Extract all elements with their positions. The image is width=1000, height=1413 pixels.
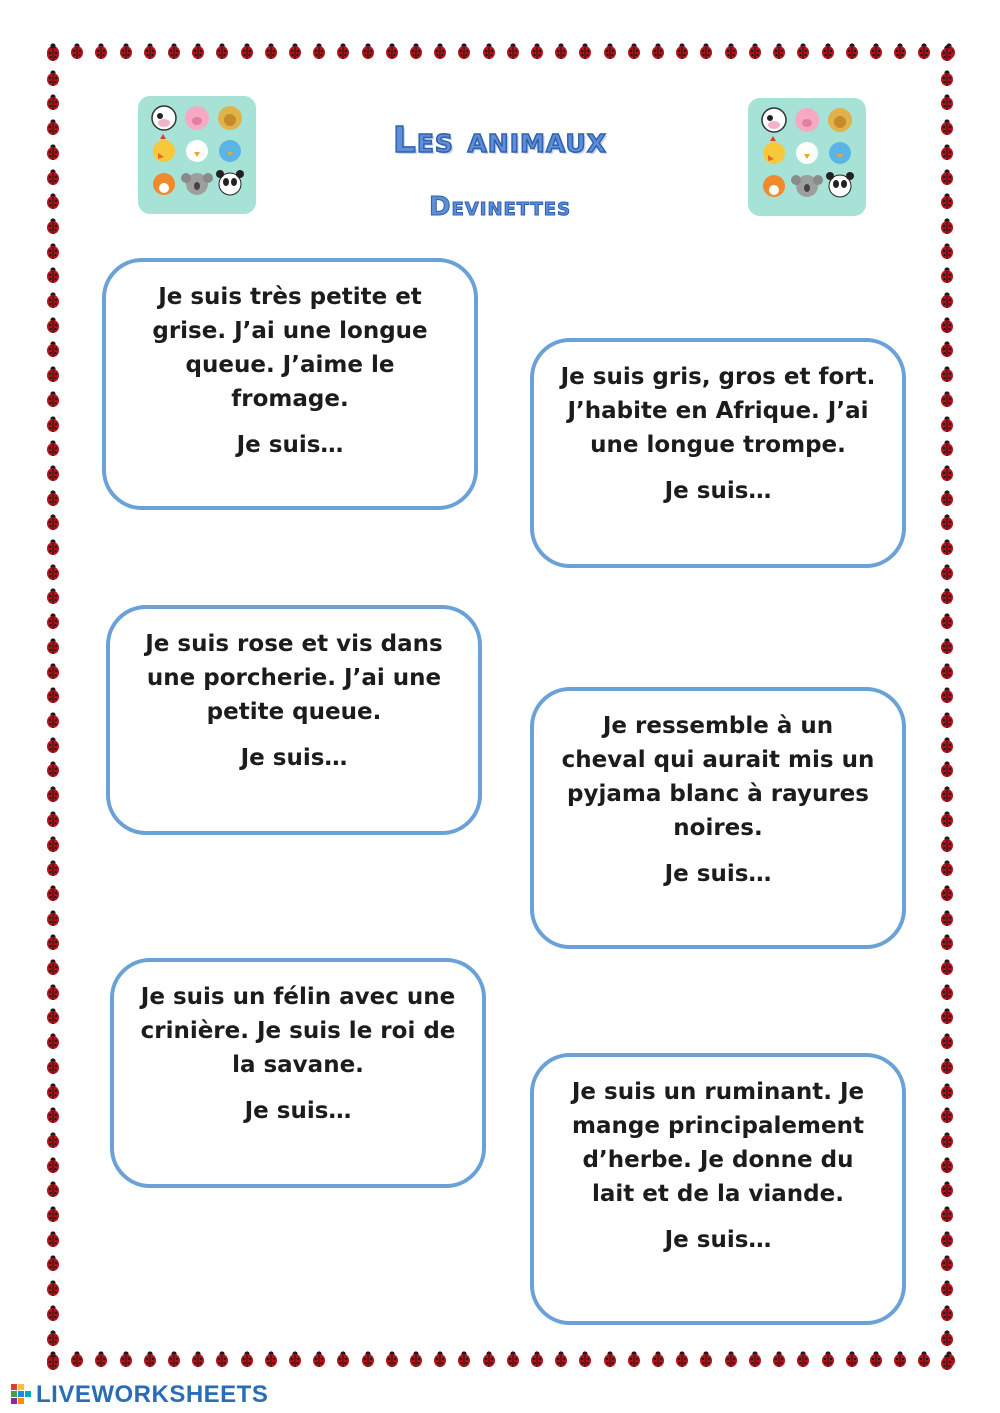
ladybug-icon xyxy=(938,637,956,655)
ladybug-icon xyxy=(334,42,352,60)
answer-prompt: Je suis… xyxy=(664,1227,772,1253)
ladybug-icon xyxy=(44,563,62,581)
ladybug-icon xyxy=(44,118,62,136)
riddle-card xyxy=(106,605,482,835)
ladybug-icon xyxy=(938,909,956,927)
left-ladybug-border xyxy=(44,44,64,1372)
ladybug-icon xyxy=(44,1304,62,1322)
ladybug-icon xyxy=(68,42,86,60)
ladybug-icon xyxy=(44,859,62,877)
ladybug-icon xyxy=(44,785,62,803)
answer-prompt: Je suis… xyxy=(236,432,344,458)
ladybug-icon xyxy=(867,42,885,60)
ladybug-icon xyxy=(310,1350,328,1368)
ladybug-icon xyxy=(44,316,62,334)
ladybug-icon xyxy=(44,1353,62,1371)
page-subtitle: Devinettes xyxy=(428,192,572,222)
ladybug-icon xyxy=(938,1032,956,1050)
ladybug-icon xyxy=(938,340,956,358)
ladybug-icon xyxy=(44,242,62,260)
ladybug-icon xyxy=(843,1350,861,1368)
ladybug-icon xyxy=(44,612,62,630)
ladybug-icon xyxy=(44,1329,62,1347)
ladybug-icon xyxy=(44,538,62,556)
page-title: Les animaux xyxy=(392,120,608,161)
ladybug-icon xyxy=(938,217,956,235)
ladybug-icon xyxy=(938,1106,956,1124)
liveworksheets-footer[interactable] xyxy=(10,1380,268,1410)
ladybug-icon xyxy=(697,1350,715,1368)
ladybug-icon xyxy=(938,933,956,951)
ladybug-icon xyxy=(938,316,956,334)
ladybug-icon xyxy=(891,42,909,60)
riddle-text: Je suis rose et vis dans une porcherie. J’ai une petite queue. xyxy=(145,631,443,725)
ladybug-icon xyxy=(938,1057,956,1075)
ladybug-icon xyxy=(938,93,956,111)
ladybug-icon xyxy=(44,93,62,111)
bottom-ladybug-border xyxy=(44,1350,958,1370)
ladybug-icon xyxy=(938,1131,956,1149)
ladybug-icon xyxy=(44,192,62,210)
ladybug-icon xyxy=(938,686,956,704)
riddle-text: Je suis un ruminant. Je mange principalement d’herbe. Je donne du lait et de la viande. xyxy=(571,1079,865,1207)
ladybug-icon xyxy=(44,736,62,754)
riddle-text: Je suis gris, gros et fort. J’habite en Afrique. J’ai une longue trompe. xyxy=(560,364,876,458)
ladybug-icon xyxy=(44,835,62,853)
ladybug-icon xyxy=(528,42,546,60)
ladybug-icon xyxy=(383,42,401,60)
ladybug-icon xyxy=(938,662,956,680)
answer-prompt: Je suis… xyxy=(664,861,772,887)
ladybug-icon xyxy=(44,662,62,680)
liveworksheets-logo-icon xyxy=(10,1382,32,1408)
ladybug-icon xyxy=(938,859,956,877)
ladybug-icon xyxy=(938,365,956,383)
ladybug-icon xyxy=(141,42,159,60)
ladybug-icon xyxy=(915,42,933,60)
brand-name: LIVEWORKSHEETS xyxy=(36,1381,269,1408)
ladybug-icon xyxy=(938,464,956,482)
ladybug-icon xyxy=(938,983,956,1001)
ladybug-icon xyxy=(722,42,740,60)
ladybug-icon xyxy=(44,143,62,161)
ladybug-icon xyxy=(44,489,62,507)
answer-prompt: Je suis… xyxy=(244,1098,352,1124)
ladybug-icon xyxy=(44,464,62,482)
ladybug-icon xyxy=(44,44,62,62)
ladybug-icon xyxy=(480,1350,498,1368)
riddle-card xyxy=(530,687,906,949)
ladybug-icon xyxy=(44,415,62,433)
ladybug-icon xyxy=(44,1082,62,1100)
ladybug-icon xyxy=(770,1350,788,1368)
ladybug-icon xyxy=(44,711,62,729)
ladybug-icon xyxy=(576,1350,594,1368)
ladybug-icon xyxy=(625,1350,643,1368)
ladybug-icon xyxy=(576,42,594,60)
ladybug-icon xyxy=(44,1254,62,1272)
top-ladybug-border xyxy=(44,42,958,62)
riddle-card xyxy=(102,258,478,510)
ladybug-icon xyxy=(938,1205,956,1223)
ladybug-icon xyxy=(44,168,62,186)
ladybug-icon xyxy=(286,42,304,60)
ladybug-icon xyxy=(431,1350,449,1368)
ladybug-icon xyxy=(407,1350,425,1368)
ladybug-icon xyxy=(770,42,788,60)
ladybug-icon xyxy=(44,686,62,704)
ladybug-icon xyxy=(938,1156,956,1174)
ladybug-icon xyxy=(117,42,135,60)
ladybug-icon xyxy=(44,810,62,828)
ladybug-icon xyxy=(334,1350,352,1368)
ladybug-icon xyxy=(938,1304,956,1322)
ladybug-icon xyxy=(938,1254,956,1272)
ladybug-icon xyxy=(938,835,956,853)
ladybug-icon xyxy=(44,909,62,927)
ladybug-icon xyxy=(92,42,110,60)
ladybug-icon xyxy=(938,711,956,729)
ladybug-icon xyxy=(794,42,812,60)
riddle-text: Je suis très petite et grise. J’ai une longue queue. J’aime le fromage. xyxy=(152,284,428,412)
ladybug-icon xyxy=(44,1205,62,1223)
ladybug-icon xyxy=(938,390,956,408)
riddle-card xyxy=(110,958,486,1188)
ladybug-icon xyxy=(552,42,570,60)
ladybug-icon xyxy=(44,983,62,1001)
ladybug-icon xyxy=(938,143,956,161)
riddle-card xyxy=(530,338,906,568)
ladybug-icon xyxy=(44,513,62,531)
ladybug-icon xyxy=(44,1032,62,1050)
ladybug-icon xyxy=(938,1230,956,1248)
ladybug-icon xyxy=(843,42,861,60)
ladybug-icon xyxy=(722,1350,740,1368)
ladybug-icon xyxy=(165,1350,183,1368)
ladybug-icon xyxy=(44,266,62,284)
ladybug-icon xyxy=(238,42,256,60)
ladybug-icon xyxy=(310,42,328,60)
ladybug-icon xyxy=(44,291,62,309)
ladybug-icon xyxy=(746,1350,764,1368)
ladybug-icon xyxy=(938,538,956,556)
ladybug-icon xyxy=(286,1350,304,1368)
ladybug-icon xyxy=(262,42,280,60)
ladybug-icon xyxy=(383,1350,401,1368)
ladybug-icon xyxy=(938,587,956,605)
ladybug-icon xyxy=(819,42,837,60)
ladybug-icon xyxy=(601,1350,619,1368)
ladybug-icon xyxy=(938,1329,956,1347)
ladybug-icon xyxy=(938,760,956,778)
answer-prompt: Je suis… xyxy=(664,478,772,504)
ladybug-icon xyxy=(44,1007,62,1025)
ladybug-icon xyxy=(938,192,956,210)
ladybug-icon xyxy=(649,1350,667,1368)
ladybug-icon xyxy=(938,118,956,136)
ladybug-icon xyxy=(359,1350,377,1368)
answer-prompt: Je suis… xyxy=(240,745,348,771)
ladybug-icon xyxy=(44,1156,62,1174)
ladybug-icon xyxy=(431,42,449,60)
ladybug-icon xyxy=(794,1350,812,1368)
ladybug-icon xyxy=(213,1350,231,1368)
ladybug-icon xyxy=(44,439,62,457)
ladybug-icon xyxy=(44,884,62,902)
ladybug-icon xyxy=(359,42,377,60)
ladybug-icon xyxy=(938,513,956,531)
ladybug-icon xyxy=(938,810,956,828)
ladybug-icon xyxy=(68,1350,86,1368)
riddle-card xyxy=(530,1053,906,1325)
ladybug-icon xyxy=(407,42,425,60)
ladybug-icon xyxy=(189,42,207,60)
ladybug-icon xyxy=(117,1350,135,1368)
ladybug-icon xyxy=(938,884,956,902)
ladybug-icon xyxy=(528,1350,546,1368)
riddle-text: Je suis un félin avec une crinière. Je suis le roi de la savane. xyxy=(140,984,456,1078)
ladybug-icon xyxy=(673,42,691,60)
ladybug-icon xyxy=(938,415,956,433)
ladybug-icon xyxy=(44,958,62,976)
ladybug-icon xyxy=(938,785,956,803)
ladybug-icon xyxy=(92,1350,110,1368)
ladybug-icon xyxy=(480,42,498,60)
ladybug-icon xyxy=(44,365,62,383)
animal-faces-icon xyxy=(138,96,256,214)
ladybug-icon xyxy=(915,1350,933,1368)
ladybug-icon xyxy=(44,1106,62,1124)
ladybug-icon xyxy=(938,1353,956,1371)
ladybug-icon xyxy=(938,69,956,87)
ladybug-icon xyxy=(867,1350,885,1368)
ladybug-icon xyxy=(938,563,956,581)
ladybug-icon xyxy=(141,1350,159,1368)
ladybug-icon xyxy=(44,340,62,358)
ladybug-icon xyxy=(673,1350,691,1368)
ladybug-icon xyxy=(938,1007,956,1025)
ladybug-icon xyxy=(938,44,956,62)
ladybug-icon xyxy=(455,42,473,60)
ladybug-icon xyxy=(44,1180,62,1198)
ladybug-icon xyxy=(44,760,62,778)
ladybug-icon xyxy=(44,1230,62,1248)
ladybug-icon xyxy=(455,1350,473,1368)
ladybug-icon xyxy=(938,1279,956,1297)
ladybug-icon xyxy=(938,612,956,630)
ladybug-icon xyxy=(44,637,62,655)
ladybug-icon xyxy=(552,1350,570,1368)
ladybug-icon xyxy=(213,42,231,60)
ladybug-icon xyxy=(262,1350,280,1368)
ladybug-icon xyxy=(938,439,956,457)
ladybug-icon xyxy=(44,933,62,951)
ladybug-icon xyxy=(891,1350,909,1368)
ladybug-icon xyxy=(504,42,522,60)
riddle-text: Je ressemble à un cheval qui aurait mis un pyjama blanc à rayures noires. xyxy=(561,713,875,841)
ladybug-icon xyxy=(44,1131,62,1149)
ladybug-icon xyxy=(938,489,956,507)
ladybug-icon xyxy=(44,390,62,408)
ladybug-icon xyxy=(938,168,956,186)
ladybug-icon xyxy=(44,217,62,235)
ladybug-icon xyxy=(938,1180,956,1198)
ladybug-icon xyxy=(649,42,667,60)
ladybug-icon xyxy=(44,587,62,605)
ladybug-icon xyxy=(165,42,183,60)
ladybug-icon xyxy=(819,1350,837,1368)
ladybug-icon xyxy=(938,736,956,754)
ladybug-icon xyxy=(601,42,619,60)
ladybug-icon xyxy=(938,242,956,260)
ladybug-icon xyxy=(938,958,956,976)
ladybug-icon xyxy=(44,1279,62,1297)
right-ladybug-border xyxy=(938,44,958,1372)
ladybug-icon xyxy=(44,69,62,87)
ladybug-icon xyxy=(938,1082,956,1100)
ladybug-icon xyxy=(746,42,764,60)
ladybug-icon xyxy=(938,266,956,284)
ladybug-icon xyxy=(938,291,956,309)
ladybug-icon xyxy=(238,1350,256,1368)
ladybug-icon xyxy=(504,1350,522,1368)
ladybug-icon xyxy=(189,1350,207,1368)
ladybug-icon xyxy=(625,42,643,60)
ladybug-icon xyxy=(697,42,715,60)
animal-faces-icon xyxy=(748,98,866,216)
ladybug-icon xyxy=(44,1057,62,1075)
